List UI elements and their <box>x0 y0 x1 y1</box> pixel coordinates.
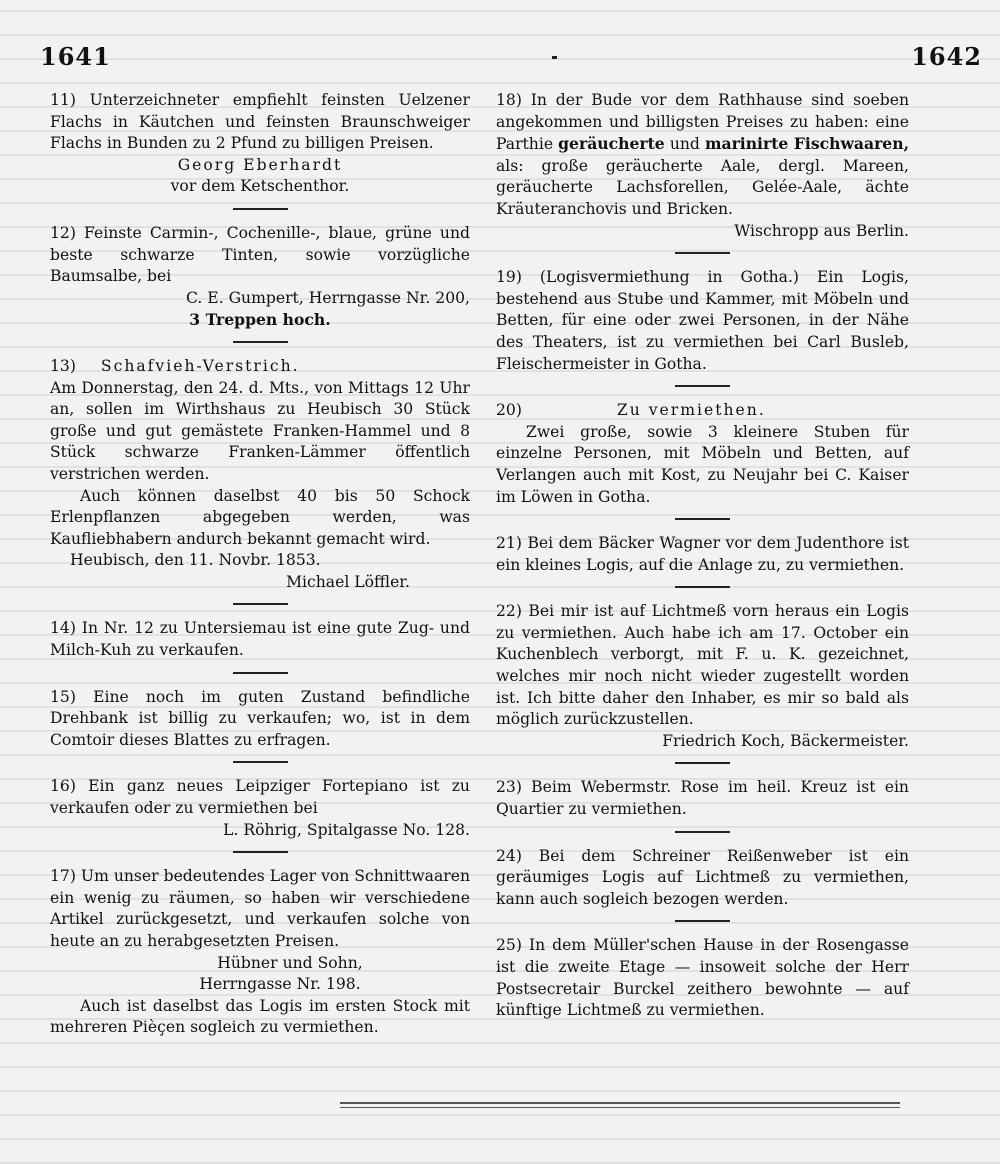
notice-heading: Zu vermiethen. <box>616 401 766 420</box>
signature-address: vor dem Ketschenthor. <box>170 177 350 196</box>
notice-text: Bei dem Bäcker Wagner vor dem Judenthore ist ein kleines Logis, auf die Anlage zu, zu vermiethen. <box>496 534 909 574</box>
bottom-rule <box>340 1102 900 1104</box>
notice-text: Feinste Carmin-, Cochenille-, blaue, grüne und beste schwarze Tinten, sowie vorzügliche Baumsalbe, bei <box>50 223 470 286</box>
separator <box>675 252 730 254</box>
notice-number: 17) <box>50 867 76 886</box>
page-number-left: 1641 <box>40 42 111 71</box>
notice-25 <box>496 935 909 1021</box>
separator <box>675 586 730 588</box>
notice-23 <box>496 777 909 820</box>
notice-text: Bei mir ist auf Lichtmeß vorn heraus ein Logis zu vermiethen. Auch habe ich am 17. October ein Kuchenblech verborgt, mit F. u. K. gezeichnet, welches mir noch nicht wieder zugestellt worden ist. Ich bitte daher den Inhaber, es mir so bald als möglich zurückzustellen. <box>496 602 909 729</box>
signature: Hübner und Sohn, <box>217 953 363 972</box>
notice-number: 15) <box>50 687 76 706</box>
notice-13 <box>50 356 470 594</box>
separator <box>233 672 288 674</box>
notice-text: Um unser bedeutendes Lager von Schnittwaaren ein wenig zu räumen, so haben wir verschiedene Artikel zurückgesetzt, und verkaufen solche von heute an zu herabgesetzten Preisen. <box>50 867 470 950</box>
separator <box>233 851 288 853</box>
separator <box>233 761 288 763</box>
notice-20 <box>496 400 909 508</box>
notice-text: Eine noch im guten Zustand befindliche Drehbank ist billig zu verkaufen; wo, ist in dem Comtoir dieses Blattes zu erfragen. <box>50 687 470 749</box>
notice-number: 20) <box>496 401 522 420</box>
notice-11 <box>50 90 470 198</box>
notice-21 <box>496 533 909 576</box>
notice-text: und <box>669 135 700 154</box>
signature: L. Röhrig, Spitalgasse No. 128. <box>223 820 470 839</box>
notice-text: Beim Webermstr. Rose im heil. Kreuz ist ein Quartier zu vermiethen. <box>496 778 909 819</box>
notice-14 <box>50 618 470 661</box>
notice-text: In der Bude vor dem Rathhause sind soeben angekommen und billigsten Preises zu haben: eine Parthie <box>496 91 909 154</box>
notice-18 <box>496 90 909 242</box>
notice-number: 11) <box>50 91 76 109</box>
signature: Wischropp aus Berlin. <box>734 221 909 240</box>
notice-text: Am Donnerstag, den 24. d. Mts., von Mittags 12 Uhr an, sollen im Wirthshaus zu Heubisch 30 Stück große und gut gemästete Franken-Hammel und 8 Stück schwarze Franken-Lämmer öffentlich verstrichen werden. <box>50 378 470 483</box>
notice-24 <box>496 846 909 911</box>
notice-number: 21) <box>496 534 522 553</box>
place-date: Heubisch, den 11. Novbr. 1853. <box>70 551 321 570</box>
notice-emphasis: geräucherte <box>558 134 665 154</box>
signature: Friedrich Koch, Bäckermeister. <box>662 731 909 750</box>
page-number-right: 1642 <box>911 42 982 71</box>
notice-17 <box>50 866 470 1039</box>
signature-address: 3 Treppen hoch. <box>189 310 331 330</box>
notice-19 <box>496 267 909 375</box>
notice-number: 16) <box>50 777 76 796</box>
notice-22 <box>496 601 909 752</box>
notice-15 <box>50 687 470 752</box>
notice-heading: Schafvieh-Verstrich. <box>100 356 300 375</box>
separator <box>675 831 730 833</box>
notice-text: Unterzeichneter empfiehlt feinsten Uelzener Flachs in Käutchen und feinsten Braunschweiger Flachs in Bunden zu 2 Pfund zu billigen Preisen. <box>50 91 470 153</box>
notice-16 <box>50 776 470 841</box>
notice-text: Bei dem Schreiner Reißenweber ist ein geräumiges Logis auf Lichtmeß zu vermiethen, kann auch sogleich bezogen werden. <box>496 846 909 908</box>
notice-number: 25) <box>496 936 522 955</box>
separator <box>233 341 288 343</box>
notice-number: 19) <box>496 268 522 287</box>
notice-number: 23) <box>496 778 522 797</box>
notice-emphasis: marinirte Fischwaaren, <box>704 134 909 154</box>
notice-text: In Nr. 12 zu Untersiemau ist eine gute Zug- und Milch-Kuh zu verkaufen. <box>50 619 470 660</box>
signature-address: Herrngasse Nr. 198. <box>199 975 361 994</box>
right-column <box>496 90 909 1022</box>
center-mark <box>552 56 557 59</box>
separator <box>233 208 288 210</box>
signature: C. E. Gumpert, Herrngasse Nr. 200, <box>186 288 470 307</box>
notice-number: 12) <box>50 223 76 242</box>
separator <box>675 518 730 520</box>
separator <box>675 762 730 764</box>
separator <box>675 385 730 387</box>
notice-text: In dem Müller'schen Hause in der Rosengasse ist die zweite Etage — insoweit solche der Herr Postsecretair Burckel zeithero bewohnte — auf künftige Lichtmeß zu vermiethen. <box>496 936 909 1020</box>
notice-text: (Logisvermiethung in Gotha.) Ein Logis, bestehend aus Stube und Kammer, mit Möbeln und Betten, für eine oder zwei Personen, in der Nähe des Theaters, ist zu vermiethen bei Carl Busleb, Fleischermeister in Gotha. <box>496 268 909 373</box>
left-column <box>50 90 470 1039</box>
notice-text-2: Auch können daselbst 40 bis 50 Schock Erlenpflanzen abgegeben werden, was Kaufliebhabern andurch bekannt gemacht wird. <box>50 486 470 548</box>
signature: Georg Eberhardt <box>177 155 343 174</box>
notice-number: 22) <box>496 602 522 621</box>
notice-number: 24) <box>496 846 522 865</box>
separator <box>233 603 288 605</box>
notice-text-2: Auch ist daselbst das Logis im ersten Stock mit mehreren Pièçen sogleich zu vermiethen. <box>50 996 470 1037</box>
bottom-rule-thin <box>340 1107 900 1108</box>
notice-text: Zwei große, sowie 3 kleinere Stuben für einzelne Personen, mit Möbeln und Betten, auf Verlangen auch mit Kost, zu Neujahr bei C. Kaiser im Löwen in Gotha. <box>496 422 909 506</box>
notice-12 <box>50 223 470 331</box>
notice-text: als: große geräucherte Aale, dergl. Mareen, geräucherte Lachsforellen, Gelée-Aale, ächte Kräuteranchovis und Bricken. <box>496 156 909 218</box>
separator <box>675 920 730 922</box>
notice-number: 13) <box>50 356 76 375</box>
notice-number: 14) <box>50 619 76 638</box>
signature: Michael Löffler. <box>286 572 410 591</box>
notice-number: 18) <box>496 91 522 109</box>
notice-text: Ein ganz neues Leipziger Fortepiano ist zu verkaufen oder zu vermiethen bei <box>50 777 470 818</box>
